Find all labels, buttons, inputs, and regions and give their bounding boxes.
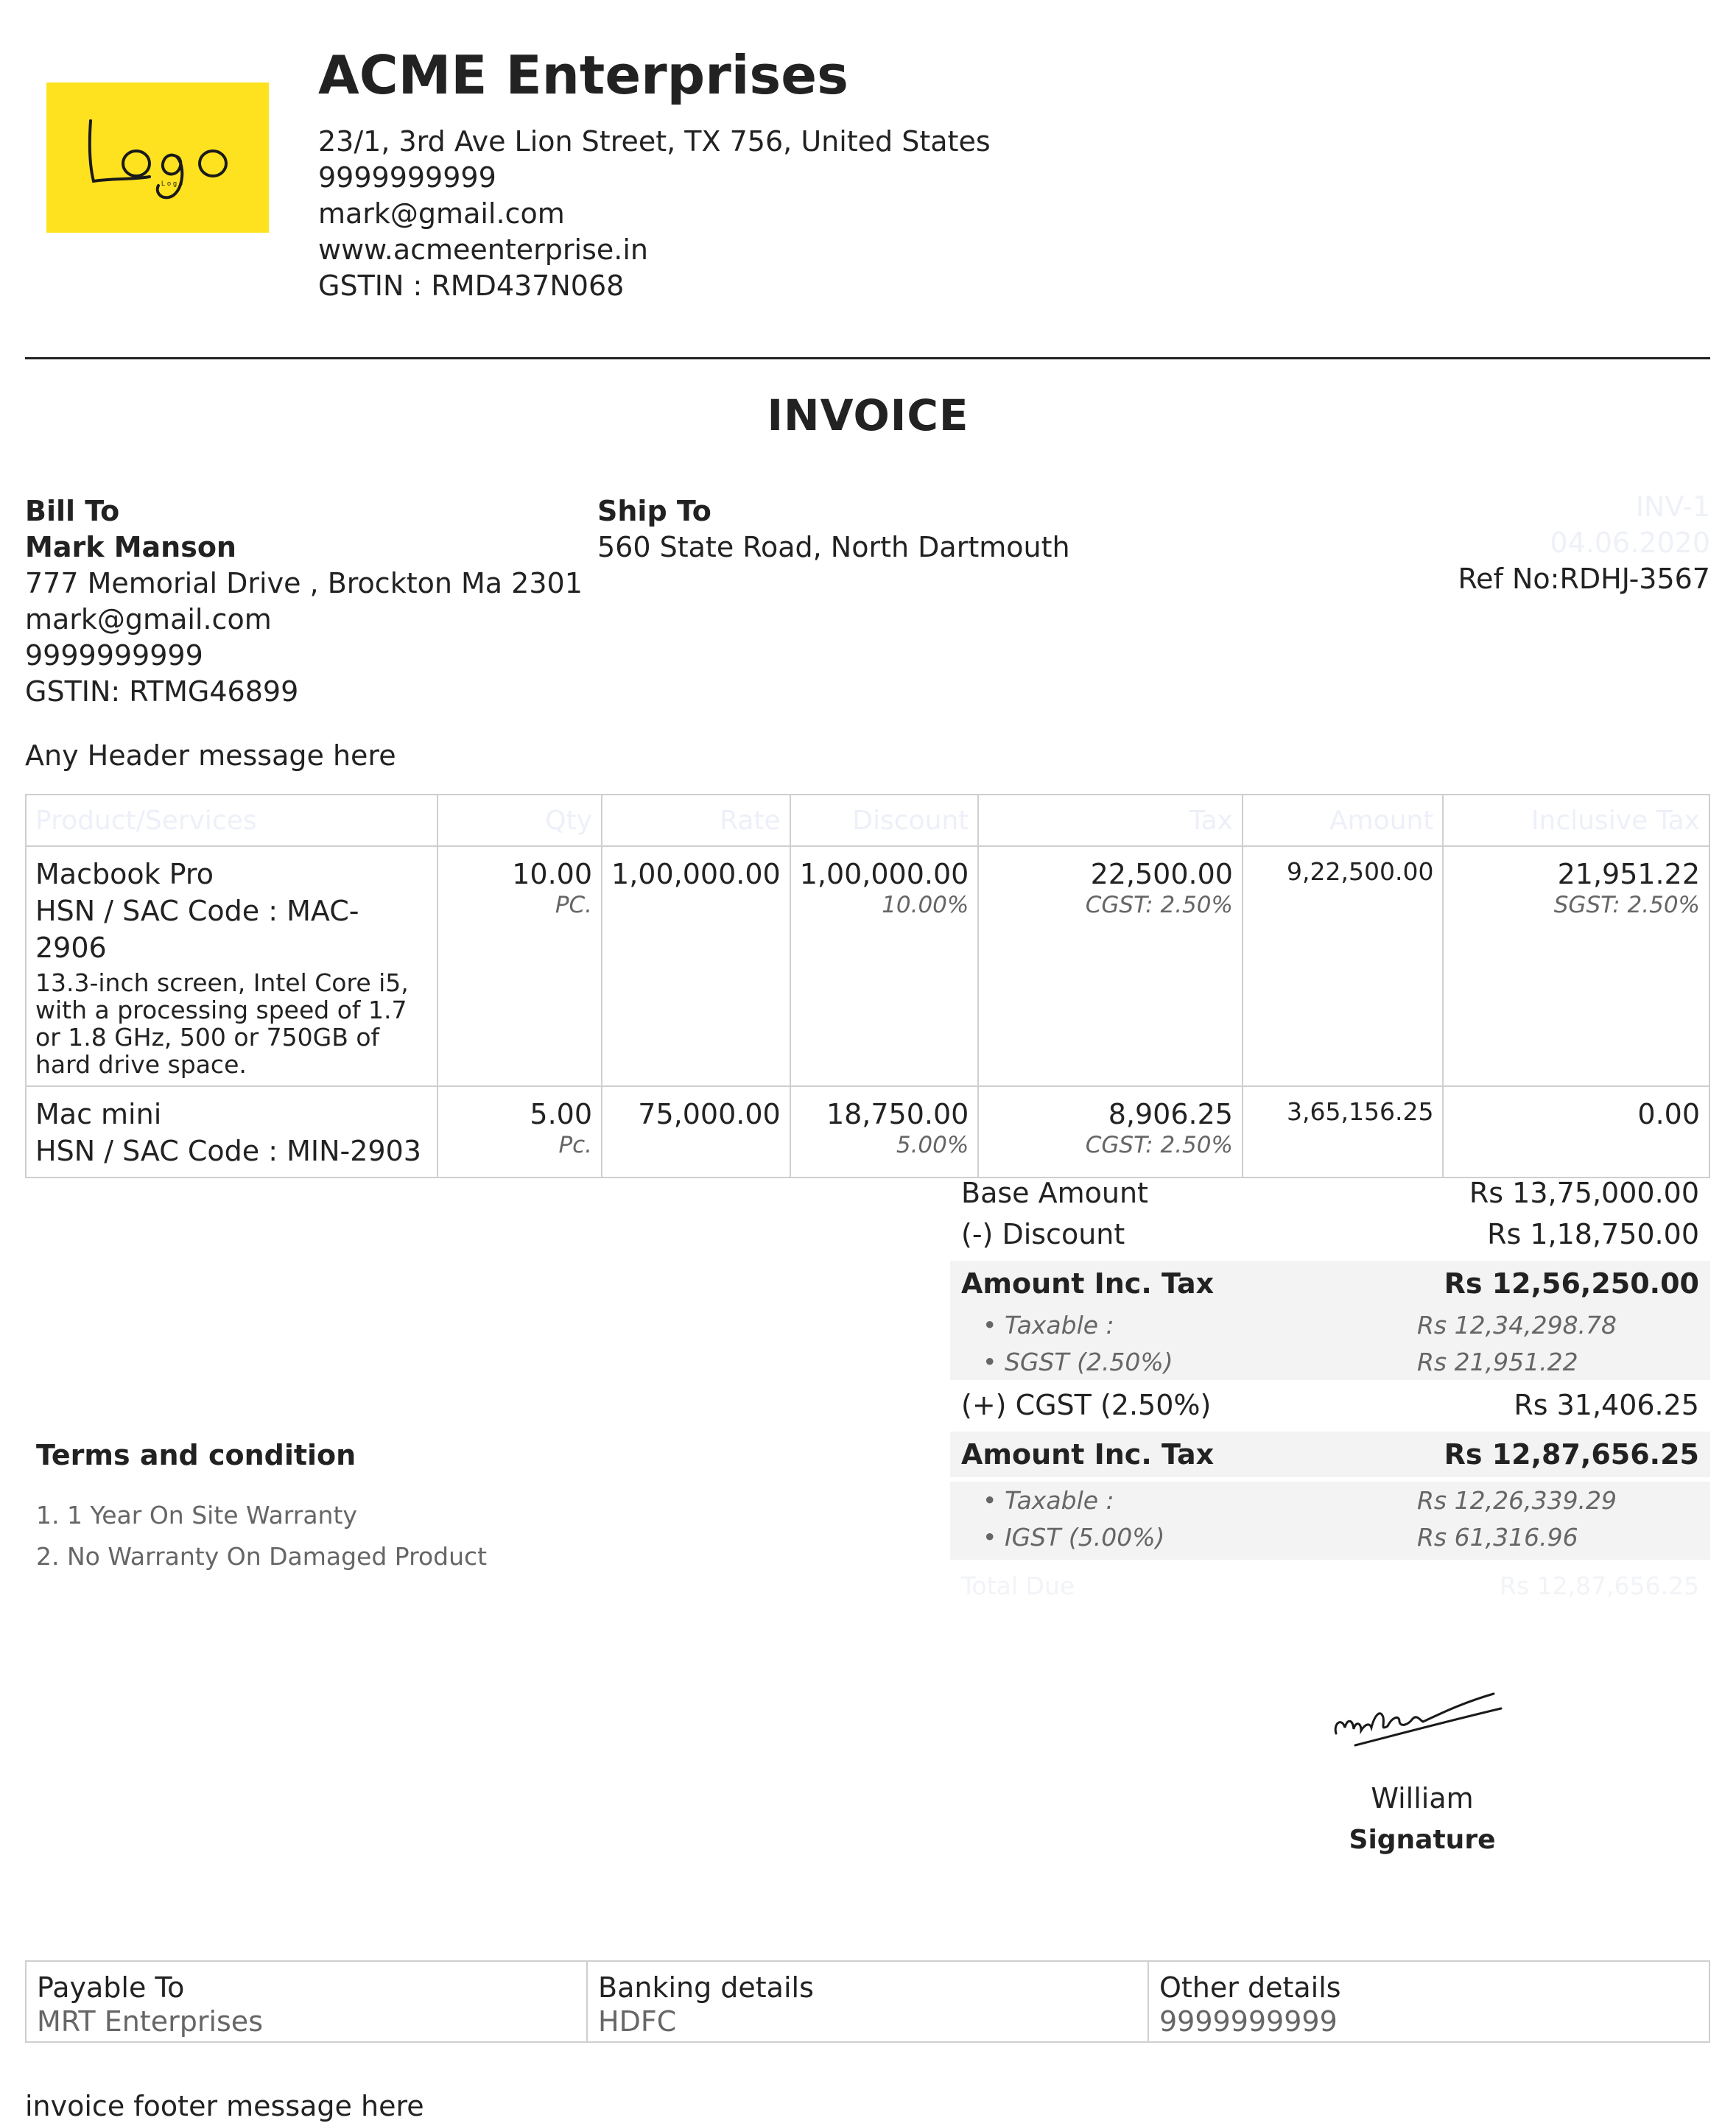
payable-to-label: Payable To	[37, 1971, 185, 2004]
product-description: 13.3-inch screen, Intel Core i5, with a processing speed of 1.7 or 1.8 GHz, 500 or 750GB of hard drive space.	[35, 968, 409, 1079]
summary-amount-inc-tax	[950, 1261, 1710, 1306]
signature-label: Signature	[1349, 1825, 1496, 1855]
summary-sub-label: • Taxable :	[983, 1310, 1114, 1340]
product-name: Mac mini	[35, 1098, 162, 1130]
summary-sub-label: • Taxable :	[983, 1485, 1114, 1515]
amount-value: 9,22,500.00	[1287, 857, 1434, 886]
rate-value: 1,00,000.00	[611, 858, 781, 890]
items-table	[25, 794, 1710, 1178]
discount-percent: 5.00%	[896, 1132, 969, 1158]
summary-taxable-row	[950, 1306, 1710, 1343]
col-header-rate: Rate	[602, 795, 790, 846]
summary-total-due	[950, 1560, 1710, 1611]
footer-message: invoice footer message here	[25, 2090, 424, 2122]
terms-list	[36, 1495, 487, 1577]
company-address: 23/1, 3rd Ave Lion Street, TX 756, United States	[318, 125, 991, 158]
cell-discount	[790, 846, 979, 1086]
summary-block	[950, 1172, 1710, 1611]
rate-value: 75,000.00	[638, 1098, 781, 1130]
bill-to-label: Bill To	[25, 495, 120, 527]
summary-cgst	[950, 1384, 1710, 1426]
banking-details-cell	[588, 1962, 1149, 2041]
bill-to-gstin: GSTIN: RTMG46899	[25, 675, 299, 708]
ship-to-address: 560 State Road, North Dartmouth	[597, 531, 1070, 563]
product-hsn: HSN / SAC Code : MIN-2903	[35, 1135, 421, 1167]
company-details	[318, 124, 991, 304]
tax-value: 22,500.00	[1090, 858, 1233, 890]
col-header-qty: Qty	[437, 795, 602, 846]
product-hsn: HSN / SAC Code : MAC-2906	[35, 895, 359, 964]
qty-unit: Pc.	[558, 1132, 593, 1158]
summary-value: Rs 13,75,000.00	[1469, 1177, 1699, 1209]
bill-to-email: mark@gmail.com	[25, 603, 272, 636]
product-name: Macbook Pro	[35, 858, 214, 890]
cell-tax	[978, 846, 1243, 1086]
summary-discount	[950, 1214, 1710, 1255]
other-details-label: Other details	[1159, 1971, 1341, 2004]
col-header-amount: Amount	[1243, 795, 1444, 846]
cell-inclusive-tax	[1443, 846, 1709, 1086]
summary-value: Rs 1,18,750.00	[1487, 1218, 1699, 1250]
company-logo	[46, 82, 269, 233]
cell-amount	[1243, 1086, 1444, 1178]
terms-item: 1. 1 Year On Site Warranty	[36, 1501, 357, 1530]
company-gstin: GSTIN : RMD437N068	[318, 270, 625, 302]
company-name: ACME Enterprises	[318, 44, 848, 106]
invoice-date: 04.06.2020	[1550, 527, 1710, 559]
summary-inc-tax-group-1	[950, 1261, 1710, 1380]
header-divider	[25, 357, 1710, 359]
ship-to-label: Ship To	[597, 495, 711, 527]
summary-amount-inc-tax	[950, 1432, 1710, 1477]
payment-details	[25, 1960, 1710, 2043]
summary-label: (+) CGST (2.50%)	[961, 1389, 1212, 1421]
summary-sub-label: • SGST (2.50%)	[983, 1347, 1173, 1376]
summary-value: Rs 12,87,656.25	[1499, 1571, 1699, 1600]
inclusive-tax-value: 0.00	[1637, 1098, 1700, 1130]
bill-to-name: Mark Manson	[25, 531, 236, 563]
cell-qty	[437, 1086, 602, 1178]
col-header-product: Product/Services	[26, 795, 437, 846]
inclusive-tax-value: 21,951.22	[1557, 858, 1700, 890]
table-header-row	[26, 795, 1709, 846]
cell-tax	[978, 1086, 1243, 1178]
summary-sub-value: Rs 21,951.22	[1417, 1347, 1578, 1376]
cell-discount	[790, 1086, 979, 1178]
summary-sub-label: • IGST (5.00%)	[983, 1522, 1165, 1552]
table-row	[26, 846, 1709, 1086]
qty-unit: PC.	[555, 892, 593, 918]
ship-to-block	[597, 493, 1070, 566]
logo-wordmark: Logo	[161, 180, 186, 187]
header-message: Any Header message here	[25, 739, 396, 772]
payable-to-cell	[27, 1962, 588, 2041]
summary-sgst-row	[950, 1343, 1710, 1380]
invoice-title: INVOICE	[767, 390, 969, 440]
summary-label: Total Due	[961, 1571, 1075, 1600]
summary-label: Amount Inc. Tax	[961, 1267, 1215, 1300]
bill-to-block	[25, 493, 583, 710]
cell-qty	[437, 846, 602, 1086]
cell-product	[26, 1086, 437, 1178]
invoice-number: INV-1	[1635, 490, 1710, 523]
banking-details-label: Banking details	[598, 1971, 814, 2004]
inclusive-tax-detail: SGST: 2.50%	[1553, 892, 1700, 918]
summary-label: Amount Inc. Tax	[961, 1438, 1215, 1471]
discount-value: 18,750.00	[826, 1098, 969, 1130]
summary-label: (-) Discount	[961, 1218, 1125, 1250]
cell-rate	[602, 1086, 790, 1178]
company-email: mark@gmail.com	[318, 197, 565, 230]
qty-value: 5.00	[530, 1098, 593, 1130]
signature-image	[1326, 1679, 1510, 1760]
summary-base-amount	[950, 1172, 1710, 1214]
terms-title: Terms and condition	[36, 1439, 356, 1471]
summary-value: Rs 31,406.25	[1514, 1389, 1699, 1421]
bill-to-phone: 9999999999	[25, 639, 203, 672]
discount-value: 1,00,000.00	[799, 858, 969, 890]
cell-rate	[602, 846, 790, 1086]
bill-to-address: 777 Memorial Drive , Brockton Ma 2301	[25, 567, 583, 599]
company-phone: 9999999999	[318, 161, 496, 194]
cell-inclusive-tax	[1443, 1086, 1709, 1178]
invoice-meta	[1458, 489, 1710, 597]
summary-value: Rs 12,56,250.00	[1444, 1267, 1699, 1300]
summary-sub-value: Rs 12,34,298.78	[1417, 1310, 1617, 1340]
summary-inc-tax-group-2	[950, 1432, 1710, 1477]
summary-value: Rs 12,87,656.25	[1444, 1438, 1699, 1471]
col-header-discount: Discount	[790, 795, 979, 846]
signatory-name: William	[1371, 1782, 1474, 1815]
summary-sub-value: Rs 61,316.96	[1417, 1522, 1578, 1552]
summary-inc-tax-details-2	[950, 1482, 1710, 1560]
terms-item: 2. No Warranty On Damaged Product	[36, 1542, 488, 1571]
discount-percent: 10.00%	[882, 892, 969, 918]
invoice-ref: Ref No:RDHJ-3567	[1458, 563, 1710, 595]
table-row	[26, 1086, 1709, 1178]
other-details-cell	[1149, 1962, 1709, 2041]
col-header-tax: Tax	[978, 795, 1243, 846]
summary-igst-row	[950, 1518, 1710, 1555]
cell-amount	[1243, 846, 1444, 1086]
tax-value: 8,906.25	[1108, 1098, 1233, 1130]
tax-detail: CGST: 2.50%	[1085, 892, 1233, 918]
summary-taxable-row	[950, 1482, 1710, 1518]
qty-value: 10.00	[512, 858, 593, 890]
company-website: www.acmeenterprise.in	[318, 233, 648, 266]
col-header-inclusive-tax: Inclusive Tax	[1443, 795, 1709, 846]
summary-sub-value: Rs 12,26,339.29	[1417, 1485, 1617, 1515]
amount-value: 3,65,156.25	[1287, 1097, 1434, 1126]
cell-product	[26, 846, 437, 1086]
tax-detail: CGST: 2.50%	[1085, 1132, 1233, 1158]
payable-to-value: MRT Enterprises	[37, 2005, 263, 2038]
other-details-value: 9999999999	[1159, 2005, 1338, 2038]
summary-label: Base Amount	[961, 1177, 1148, 1209]
banking-details-value: HDFC	[598, 2005, 677, 2038]
